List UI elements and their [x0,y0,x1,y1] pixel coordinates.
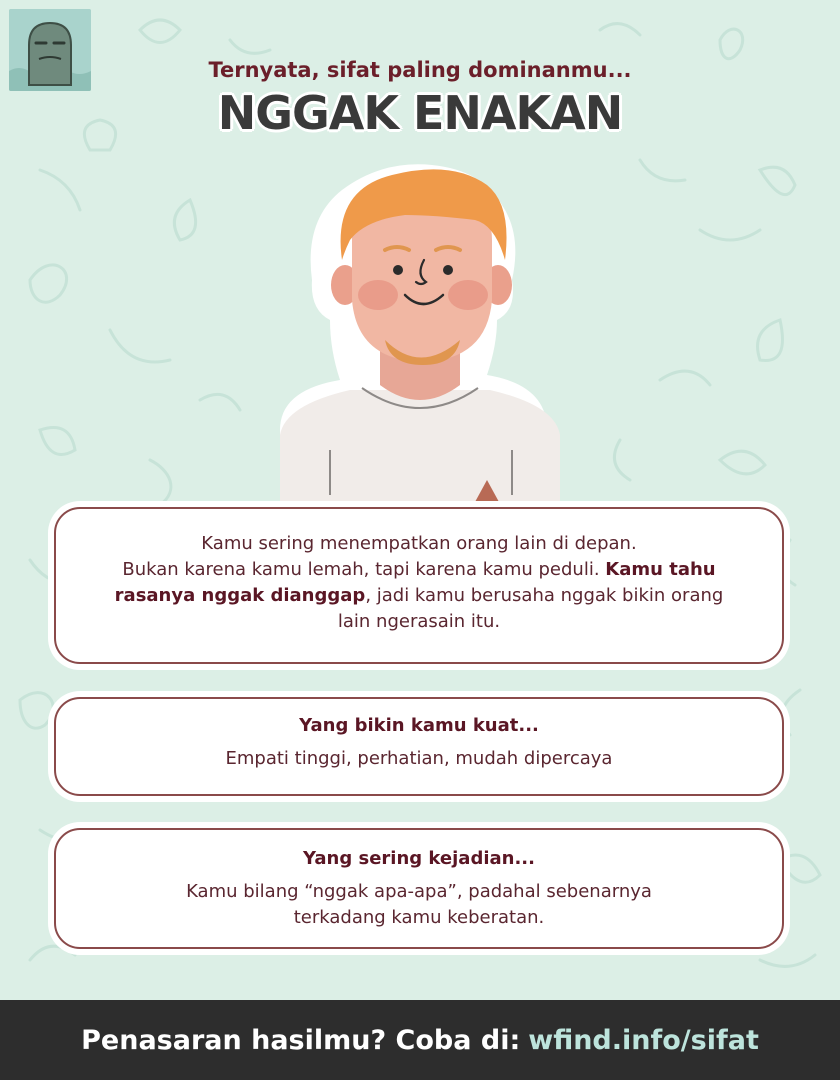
habits-card [54,828,784,949]
redhead-man-illustration [250,150,590,510]
description-line-1: Kamu sering menempatkan orang lain di depan. [201,533,637,554]
description-paragraph [96,557,742,635]
strengths-heading: Yang bikin kamu kuat... [299,715,539,736]
description-line-3: , jadi kamu berusaha nggak bikin orang lain ngerasain itu. [337,585,724,632]
description-line-2: Bukan karena kamu lemah, tapi karena kamu peduli. [122,559,600,580]
description-card [54,507,784,664]
strengths-card [54,697,784,796]
habits-text: Kamu bilang “nggak apa-apa”, padahal sebenarnya terkadang kamu keberatan. [186,881,652,928]
description-highlight: Kamu tahu rasanya nggak dianggap [114,559,716,606]
footer-prompt: Penasaran hasilmu? Coba di: [81,1024,521,1056]
result-subtitle: Ternyata, sifat paling dominanmu... [208,58,632,82]
habits-heading: Yang sering kejadian... [303,848,535,869]
result-title: NGGAK ENAKAN [217,86,623,140]
footer-link[interactable]: wfind.info/sifat [528,1024,759,1056]
strengths-text: Empati tinggi, perhatian, mudah dipercaya [225,748,613,769]
footer-bar [0,1000,840,1080]
